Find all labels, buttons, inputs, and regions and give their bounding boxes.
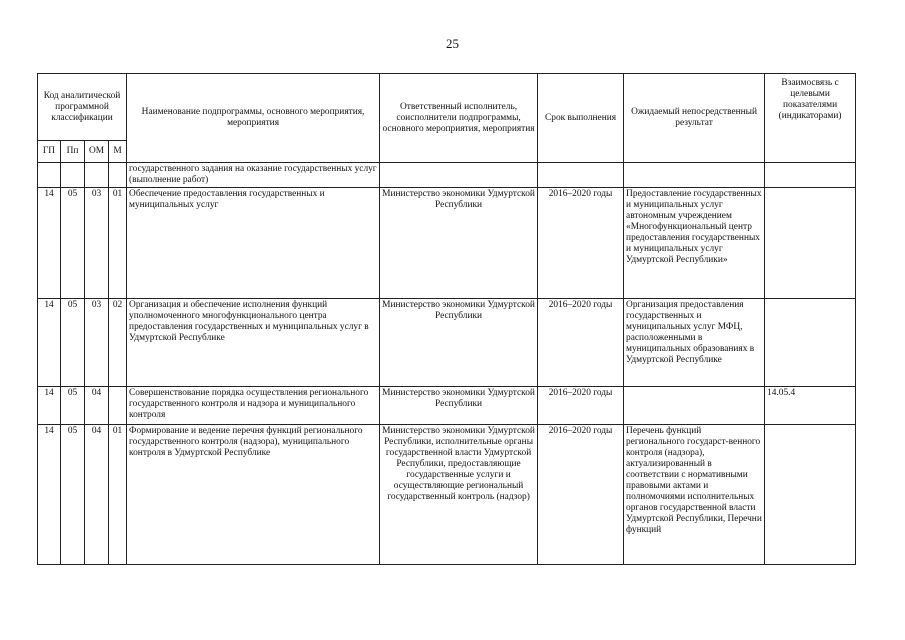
- cell-executor: Министерство экономики Удмуртской Республики: [380, 299, 538, 387]
- cell-executor: [380, 163, 538, 188]
- table-row: [38, 163, 856, 188]
- cell-executor: Министерство экономики Удмуртской Республики, исполнительные органы государственной власти Удмуртской Республики, предоставляющие государственные услуги и осуществляющие региональный государственный контроль (надзор): [380, 425, 538, 565]
- table-row: [38, 425, 856, 565]
- cell-name: государственного задания на оказание государственных услуг (выполнение работ): [127, 163, 380, 188]
- cell-pp: 05: [61, 425, 85, 565]
- header-name: Наименование подпрограммы, основного мероприятия, мероприятия: [127, 74, 380, 163]
- cell-term: [538, 163, 624, 188]
- header-indicators: Взаимосвязь с целевыми показателями (индикаторами): [765, 74, 856, 163]
- cell-term: 2016–2020 годы: [538, 425, 624, 565]
- table-row: [38, 299, 856, 387]
- header-result: Ожидаемый непосредственный результат: [624, 74, 765, 163]
- cell-om: 03: [85, 188, 109, 299]
- cell-gp: 14: [38, 299, 61, 387]
- cell-indicator: [765, 188, 856, 299]
- cell-om: 04: [85, 387, 109, 425]
- cell-pp: 05: [61, 188, 85, 299]
- cell-term: 2016–2020 годы: [538, 299, 624, 387]
- cell-gp: 14: [38, 188, 61, 299]
- header-om: ОМ: [85, 141, 109, 163]
- table-row: [38, 188, 856, 299]
- cell-m: 02: [109, 299, 127, 387]
- cell-m: [109, 387, 127, 425]
- cell-om: 03: [85, 299, 109, 387]
- cell-om: 04: [85, 425, 109, 565]
- table-row: [38, 387, 856, 425]
- cell-pp: 05: [61, 299, 85, 387]
- cell-result: Организация предоставления государственных и муниципальных услуг МФЦ, расположенными в муниципальных образованиях в Удмуртской Республике: [624, 299, 765, 387]
- header-executor: Ответственный исполнитель, соисполнители подпрограммы, основного мероприятия, мероприятия: [380, 74, 538, 163]
- header-term: Срок выполнения: [538, 74, 624, 163]
- activities-table: [37, 73, 856, 565]
- cell-result: [624, 387, 765, 425]
- header-m: М: [109, 141, 127, 163]
- cell-name: Формирование и ведение перечня функций регионального государственного контроля (надзора), муниципального контроля в Удмуртской Республике: [127, 425, 380, 565]
- cell-indicator: [765, 163, 856, 188]
- cell-gp: 14: [38, 387, 61, 425]
- cell-indicator: [765, 425, 856, 565]
- cell-gp: [38, 163, 61, 188]
- cell-executor: Министерство экономики Удмуртской Республики: [380, 387, 538, 425]
- header-gp: ГП: [38, 141, 61, 163]
- cell-pp: 05: [61, 387, 85, 425]
- header-pp: Пп: [61, 141, 85, 163]
- cell-m: 01: [109, 188, 127, 299]
- cell-om: [85, 163, 109, 188]
- cell-m: [109, 163, 127, 188]
- cell-indicator: 14.05.4: [765, 387, 856, 425]
- cell-result: Предоставление государственных и муниципальных услуг автономным учреждением «Многофункциональный центр предоставления государственных и муниципальных услуг Удмуртской Республики»: [624, 188, 765, 299]
- cell-result: Перечень функций регионального государст-венного контроля (надзора), актуализированный в соответствии с нормативными правовыми актами и полномочиями исполнительных органов государственной власти Удмуртской Республики, Перечни функций: [624, 425, 765, 565]
- cell-gp: 14: [38, 425, 61, 565]
- cell-name: Обеспечение предоставления государственных и муниципальных услуг: [127, 188, 380, 299]
- cell-executor: Министерство экономики Удмуртской Республики: [380, 188, 538, 299]
- header-code-group: Код аналитической программной классификации: [38, 74, 127, 141]
- cell-name: Организация и обеспечение исполнения функций уполномоченного многофункционального центра предоставления государственных и муниципальных услуг в Удмуртской Республике: [127, 299, 380, 387]
- cell-term: 2016–2020 годы: [538, 387, 624, 425]
- page-number: 25: [446, 36, 459, 51]
- cell-name: Совершенствование порядка осуществления регионального государственного контроля и надзора и муниципального контроля: [127, 387, 380, 425]
- cell-indicator: [765, 299, 856, 387]
- cell-term: 2016–2020 годы: [538, 188, 624, 299]
- cell-result: [624, 163, 765, 188]
- cell-pp: [61, 163, 85, 188]
- cell-m: 01: [109, 425, 127, 565]
